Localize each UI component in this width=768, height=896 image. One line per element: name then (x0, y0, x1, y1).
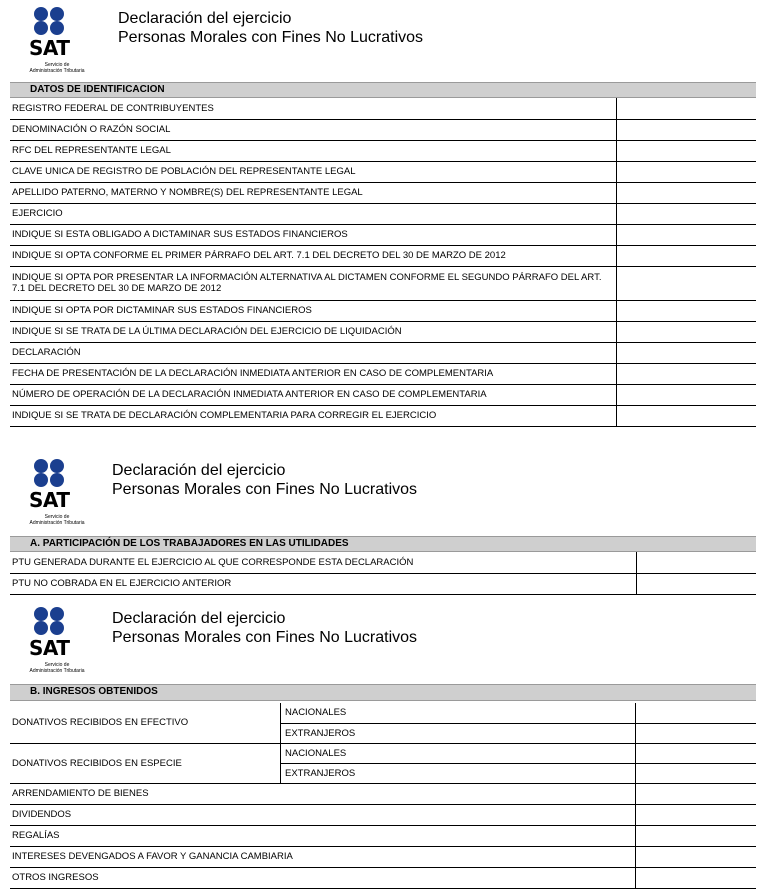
field-label: EJERCICIO (10, 203, 617, 224)
table-row (10, 804, 756, 825)
sat-logo-subtitle: Servicio de Administración Tributaria (29, 62, 85, 74)
field-value[interactable] (636, 783, 757, 804)
group-label: DONATIVOS RECIBIDOS EN EFECTIVO (10, 703, 281, 743)
field-value[interactable] (617, 182, 757, 203)
table-row (10, 867, 756, 888)
form-header-3 (0, 606, 768, 676)
field-label: APELLIDO PATERNO, MATERNO Y NOMBRE(S) DEL REPRESENTANTE LEGAL (10, 182, 617, 203)
field-label: DENOMINACIÓN O RAZÓN SOCIAL (10, 119, 617, 140)
table-row (10, 182, 756, 203)
field-value[interactable] (636, 723, 757, 743)
field-value[interactable] (617, 266, 757, 300)
sat-logo-icon (32, 458, 68, 488)
field-label: INDIQUE SI ESTA OBLIGADO A DICTAMINAR SUS ESTADOS FINANCIEROS (10, 224, 617, 245)
field-label: INDIQUE SI SE TRATA DE DECLARACIÓN COMPLEMENTARIA PARA CORREGIR EL EJERCICIO (10, 405, 617, 426)
table-row (10, 552, 756, 573)
field-value[interactable] (617, 245, 757, 266)
field-value[interactable] (617, 98, 757, 119)
table-row (10, 245, 756, 266)
table-row (10, 783, 756, 804)
sat-logo (17, 458, 97, 526)
table-row (10, 703, 756, 723)
field-value[interactable] (617, 405, 757, 426)
sub-label: NACIONALES (281, 743, 636, 763)
field-value[interactable] (617, 161, 757, 182)
field-label: INDIQUE SI SE TRATA DE LA ÚLTIMA DECLARACIÓN DEL EJERCICIO DE LIQUIDACIÓN (10, 321, 617, 342)
field-value[interactable] (636, 763, 757, 783)
table-row (10, 203, 756, 224)
table-row (10, 743, 756, 763)
field-label: INTERESES DEVENGADOS A FAVOR Y GANANCIA CAMBIARIA (10, 846, 636, 867)
group-label: DONATIVOS RECIBIDOS EN ESPECIE (10, 743, 281, 783)
field-value[interactable] (636, 743, 757, 763)
table-row (10, 573, 756, 594)
table-row (10, 98, 756, 119)
section-heading-ptu: A. PARTICIPACIÓN DE LOS TRABAJADORES EN LAS UTILIDADES (10, 536, 756, 552)
field-label: REGALÍAS (10, 825, 636, 846)
field-label: FECHA DE PRESENTACIÓN DE LA DECLARACIÓN INMEDIATA ANTERIOR EN CASO DE COMPLEMENTARIA (10, 363, 617, 384)
field-label: INDIQUE SI OPTA POR PRESENTAR LA INFORMACIÓN ALTERNATIVA AL DICTAMEN CONFORME EL SEGUNDO PÁRRAFO DEL ART. 7.1 DEL DECRETO DEL 30 DE MARZO DE 2012 (10, 266, 617, 300)
form-title: Declaración del ejercicio Personas Morales con Fines No Lucrativos (112, 462, 418, 498)
field-value[interactable] (636, 804, 757, 825)
sat-logo-text: SAT (29, 488, 70, 512)
section-heading-identificacion: DATOS DE IDENTIFICACION (10, 82, 756, 98)
sat-logo-icon (32, 6, 68, 36)
table-row (10, 224, 756, 245)
sat-logo-subtitle: Servicio de Administración Tributaria (29, 662, 85, 674)
sat-logo-icon (32, 606, 68, 636)
table-row (10, 119, 756, 140)
field-label: CLAVE UNICA DE REGISTRO DE POBLACIÓN DEL REPRESENTANTE LEGAL (10, 161, 617, 182)
table-row (10, 405, 756, 426)
field-value[interactable] (637, 552, 757, 573)
field-label: PTU NO COBRADA EN EL EJERCICIO ANTERIOR (10, 573, 637, 594)
field-label: DIVIDENDOS (10, 804, 636, 825)
table-row (10, 825, 756, 846)
field-value[interactable] (617, 300, 757, 321)
field-label: REGISTRO FEDERAL DE CONTRIBUYENTES (10, 98, 617, 119)
sat-logo (17, 606, 97, 674)
form-header-1 (0, 6, 768, 76)
field-value[interactable] (617, 203, 757, 224)
section-heading-ingresos: B. INGRESOS OBTENIDOS (10, 684, 756, 701)
field-value[interactable] (617, 384, 757, 405)
field-label: NÚMERO DE OPERACIÓN DE LA DECLARACIÓN INMEDIATA ANTERIOR EN CASO DE COMPLEMENTARIA (10, 384, 617, 405)
field-value[interactable] (617, 224, 757, 245)
table-row (10, 321, 756, 342)
field-value[interactable] (617, 321, 757, 342)
form-title: Declaración del ejercicio Personas Morales con Fines No Lucrativos (118, 10, 424, 46)
sat-logo-subtitle: Servicio de Administración Tributaria (29, 514, 85, 526)
form-title: Declaración del ejercicio Personas Morales con Fines No Lucrativos (112, 610, 418, 646)
field-label: RFC DEL REPRESENTANTE LEGAL (10, 140, 617, 161)
field-value[interactable] (617, 342, 757, 363)
table-row (10, 266, 756, 300)
table-row (10, 342, 756, 363)
field-label: DECLARACIÓN (10, 342, 617, 363)
sub-label: EXTRANJEROS (281, 723, 636, 743)
field-value[interactable] (636, 867, 757, 888)
table-row (10, 300, 756, 321)
table-row (10, 140, 756, 161)
field-value[interactable] (636, 703, 757, 723)
form-header-2 (0, 458, 768, 528)
table-row (10, 384, 756, 405)
sub-label: NACIONALES (281, 703, 636, 723)
table-row (10, 846, 756, 867)
table-row (10, 161, 756, 182)
ingresos-table (10, 703, 756, 889)
field-label: ARRENDAMIENTO DE BIENES (10, 783, 636, 804)
field-value[interactable] (637, 573, 757, 594)
field-value[interactable] (636, 825, 757, 846)
field-value[interactable] (617, 119, 757, 140)
identificacion-table (10, 98, 756, 427)
field-value[interactable] (617, 363, 757, 384)
table-row (10, 363, 756, 384)
ptu-table (10, 552, 756, 595)
field-label: PTU GENERADA DURANTE EL EJERCICIO AL QUE CORRESPONDE ESTA DECLARACIÓN (10, 552, 637, 573)
field-label: INDIQUE SI OPTA CONFORME EL PRIMER PÁRRAFO DEL ART. 7.1 DEL DECRETO DEL 30 DE MARZO DE 2012 (10, 245, 617, 266)
sat-logo (17, 6, 97, 74)
field-label: INDIQUE SI OPTA POR DICTAMINAR SUS ESTADOS FINANCIEROS (10, 300, 617, 321)
sat-logo-text: SAT (29, 36, 70, 60)
sub-label: EXTRANJEROS (281, 763, 636, 783)
field-value[interactable] (617, 140, 757, 161)
sat-logo-text: SAT (29, 636, 70, 660)
field-label: OTROS INGRESOS (10, 867, 636, 888)
field-value[interactable] (636, 846, 757, 867)
